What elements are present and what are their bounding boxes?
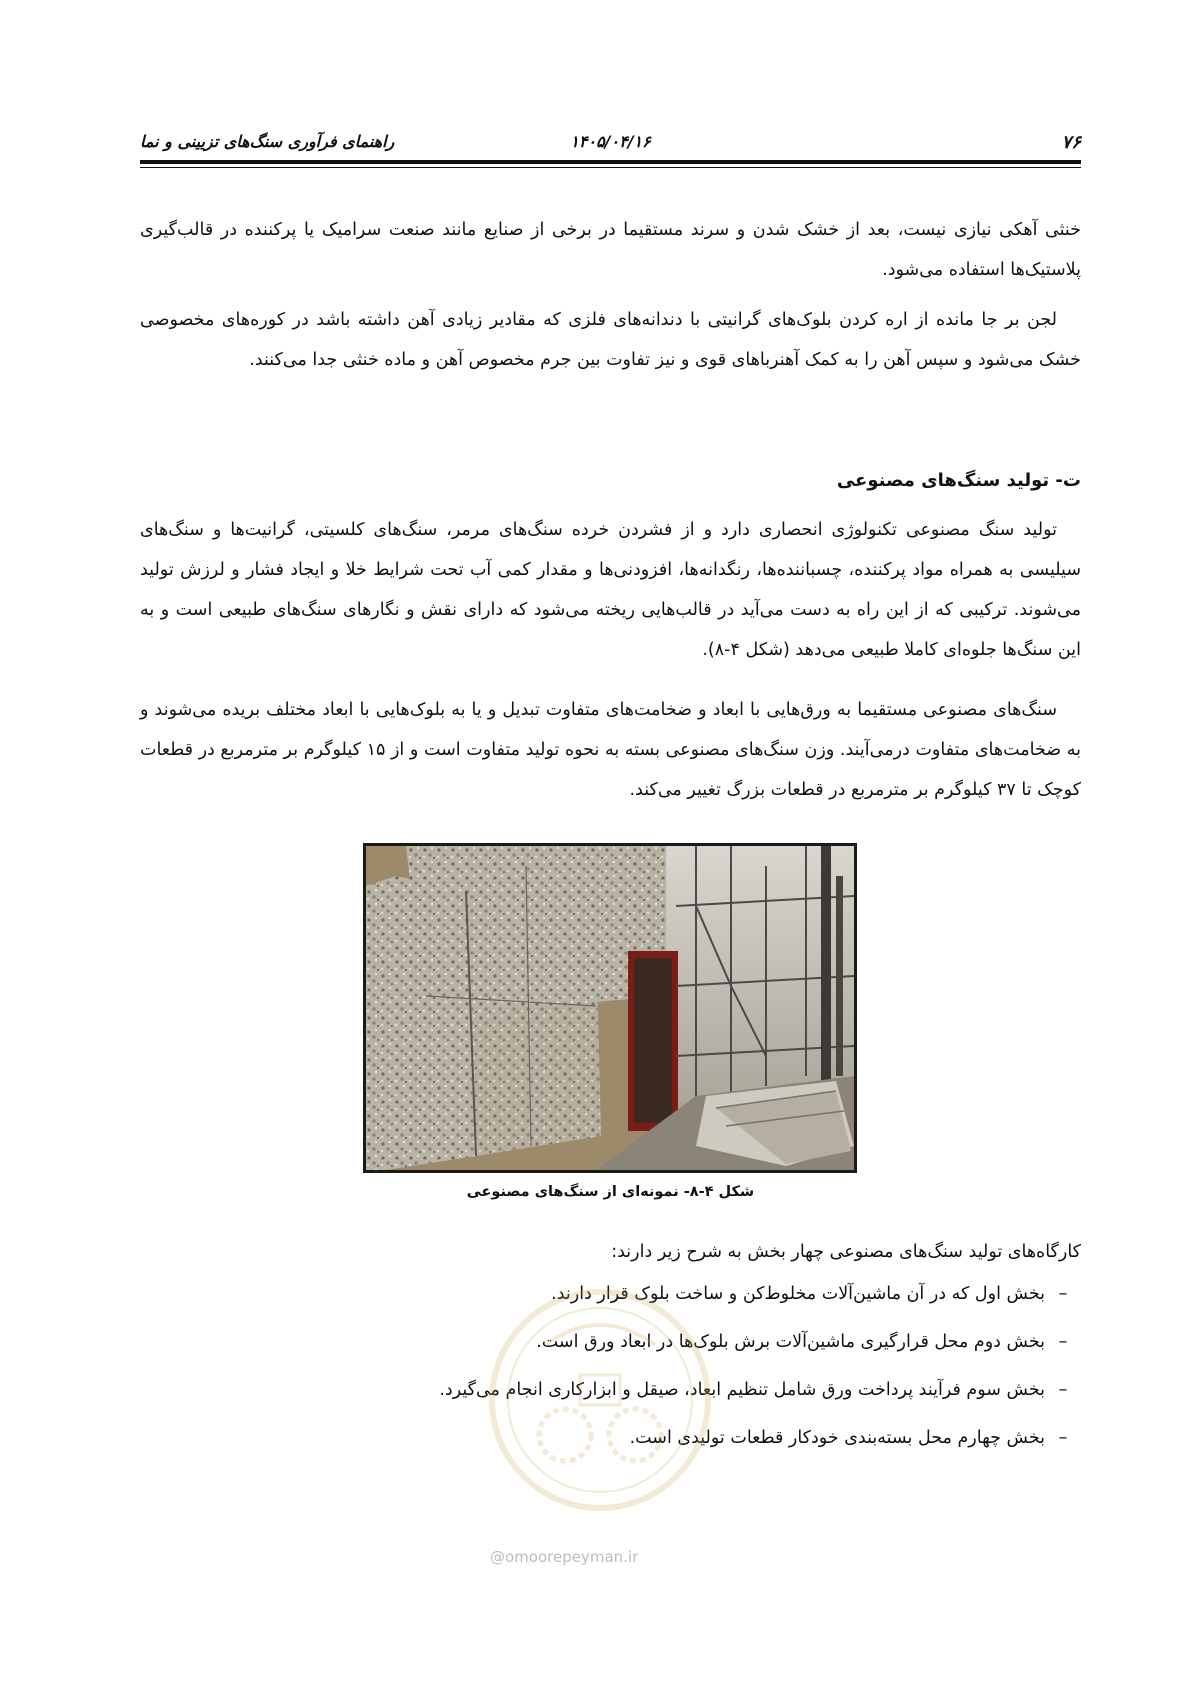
header-rule-thin	[140, 167, 1081, 168]
section-heading: ت- تولید سنگ‌های مصنوعی	[836, 470, 1081, 491]
list-item-text: بخش چهارم محل بسته‌بندی خودکار قطعات تولیدی است.	[629, 1428, 1045, 1448]
header-rule-thick	[140, 160, 1081, 164]
header-title: راهنمای فرآوری سنگ‌های تزیینی و نما	[140, 132, 395, 151]
page-number: ۷۶	[1061, 132, 1081, 153]
facade-photo-illustration	[366, 846, 854, 1170]
list-item-text: بخش سوم فرآیند پرداخت ورق شامل تنظیم ابعاد، صیقل و ابزارکاری انجام می‌گیرد.	[439, 1380, 1045, 1400]
list-intro: کارگاه‌های تولید سنگ‌های مصنوعی چهار بخش به شرح زیر دارند:	[611, 1242, 1081, 1262]
paragraph-3: تولید سنگ مصنوعی تکنولوژی انحصاری دارد و از فشردن خرده سنگ‌های مرمر، سنگ‌های کلسیتی، گرانیت‌ها و سنگ‌های سیلیسی به همراه مواد پرکننده، چسباننده‌ها، رنگدانه‌ها، افزودنی‌ها و مقدار کمی آب تحت شرایط خلا و ایجاد فشار و لرزش تولید می‌شوند. ترکیبی که از این راه به دست می‌آید در قالب‌هایی ریخته می‌شود که دارای نقش و نگارهای سنگ‌های طبیعی است و به این سنگ‌ها جلوه‌ای کاملا طبیعی می‌دهد (شکل ۴-۸).	[140, 520, 1081, 660]
header-date: ۱۴۰۵/۰۴/۱۶	[570, 132, 651, 151]
list-dash: –	[1058, 1284, 1068, 1304]
figure-caption: شکل ۴-۸- نمونه‌ای از سنگ‌های مصنوعی	[466, 1184, 755, 1200]
running-header	[140, 128, 1081, 158]
figure-artificial-stone-photo	[363, 843, 857, 1173]
watermark-seal-logo	[485, 1285, 715, 1515]
list-dash: –	[1058, 1332, 1068, 1352]
list-dash: –	[1058, 1380, 1068, 1400]
watermark-url: @omoorepeyman.ir	[490, 1548, 639, 1566]
paragraph-4: سنگ‌های مصنوعی مستقیما به ورق‌هایی با ابعاد و ضخامت‌های متفاوت تبدیل و یا به بلوک‌هایی با ابعاد مختلف بریده می‌شوند و به ضخامت‌های متفاوت درمی‌آیند. وزن سنگ‌های مصنوعی بسته به نحوه تولید متفاوت است و از ۱۵ کیلوگرم بر مترمربع در قطعات کوچک تا ۳۷ کیلوگرم بر مترمربع در قطعات بزرگ تغییر می‌کند.	[140, 700, 1081, 800]
paragraph-2: لجن بر جا مانده از اره کردن بلوک‌های گرانیتی با دندانه‌های فلزی که مقادیر زیادی آهن داشته باشد در کوره‌های مخصوصی خشک می‌شود و سپس آهن را به کمک آهنرباهای قوی و نیز تفاوت بین جرم مخصوص آهن و ماده خنثی جدا می‌کنند.	[140, 310, 1081, 370]
list-item-text: بخش اول که در آن ماشین‌آلات مخلوط‌کن و ساخت بلوک قرار دارند.	[551, 1284, 1045, 1304]
paragraph-1: خنثی آهکی نیازی نیست، بعد از خشک شدن و سرند مستقیما در برخی از صنایع مانند صنعت سرامیک یا پرکننده در قالب‌گیری پلاستیک‌ها استفاده می‌شود.	[140, 220, 1081, 280]
list-item-text: بخش دوم محل قرارگیری ماشین‌آلات برش بلوک‌ها در ابعاد ورق است.	[536, 1332, 1045, 1352]
list-dash: –	[1058, 1428, 1068, 1448]
